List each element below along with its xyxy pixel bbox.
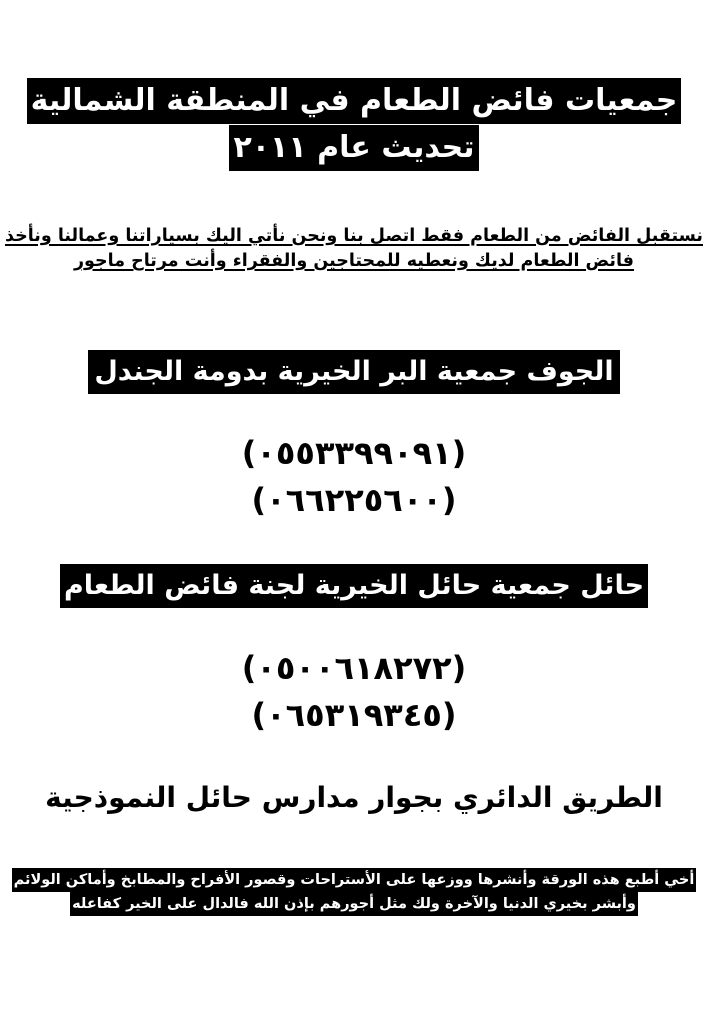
intro-line-2: فائض الطعام لديك ونعطيه للمحتاجين والفقراء وأنت مرتاح ماجور xyxy=(73,251,635,271)
page-subtitle-update-year: تحديث عام ٢٠١١ xyxy=(229,125,478,171)
intro-paragraph xyxy=(0,224,708,274)
phone-number-hail-landline: (٠٦٥٣١٩٣٤٥) xyxy=(251,696,457,734)
section-jouf-heading-row xyxy=(0,350,708,394)
phone-number-jouf-landline: (٠٦٦٢٢٥٦٠٠) xyxy=(251,481,457,519)
footer-line-1: أخي أطبع هذه الورقة وأنشرها ووزعها على الأستراحات وقصور الأفراح والمطابخ وأماكن الولائم xyxy=(12,868,697,892)
title-line-2-row xyxy=(0,125,708,171)
address-hail: الطريق الدائري بجوار مدارس حائل النموذجية xyxy=(45,781,663,814)
phones-hail xyxy=(0,645,708,739)
intro-line-1: نستقبل الفائض من الطعام فقط اتصل بنا ونحن نأتي اليك بسياراتنا وعمالنا ونأخذ xyxy=(4,226,703,246)
phone-number-jouf-mobile: (٠٥٥٣٣٩٩٠٩١) xyxy=(241,434,467,472)
footer-line-2: وأبشر بخيري الدنيا والآخرة ولك مثل أجورهم بإذن الله فالدال على الخير كفاعله xyxy=(70,892,638,916)
section-hail-heading-row xyxy=(0,564,708,608)
section-heading-jouf: الجوف جمعية البر الخيرية بدومة الجندل xyxy=(88,350,619,394)
title-line-1-row xyxy=(0,78,708,124)
page-title: جمعيات فائض الطعام في المنطقة الشمالية xyxy=(27,78,682,124)
phone-number-hail-mobile: (٠٥٠٠٦١٨٢٧٢) xyxy=(241,649,467,687)
section-heading-hail: حائل جمعية حائل الخيرية لجنة فائض الطعام xyxy=(60,564,648,608)
footer-note xyxy=(0,868,708,916)
phones-jouf xyxy=(0,430,708,524)
